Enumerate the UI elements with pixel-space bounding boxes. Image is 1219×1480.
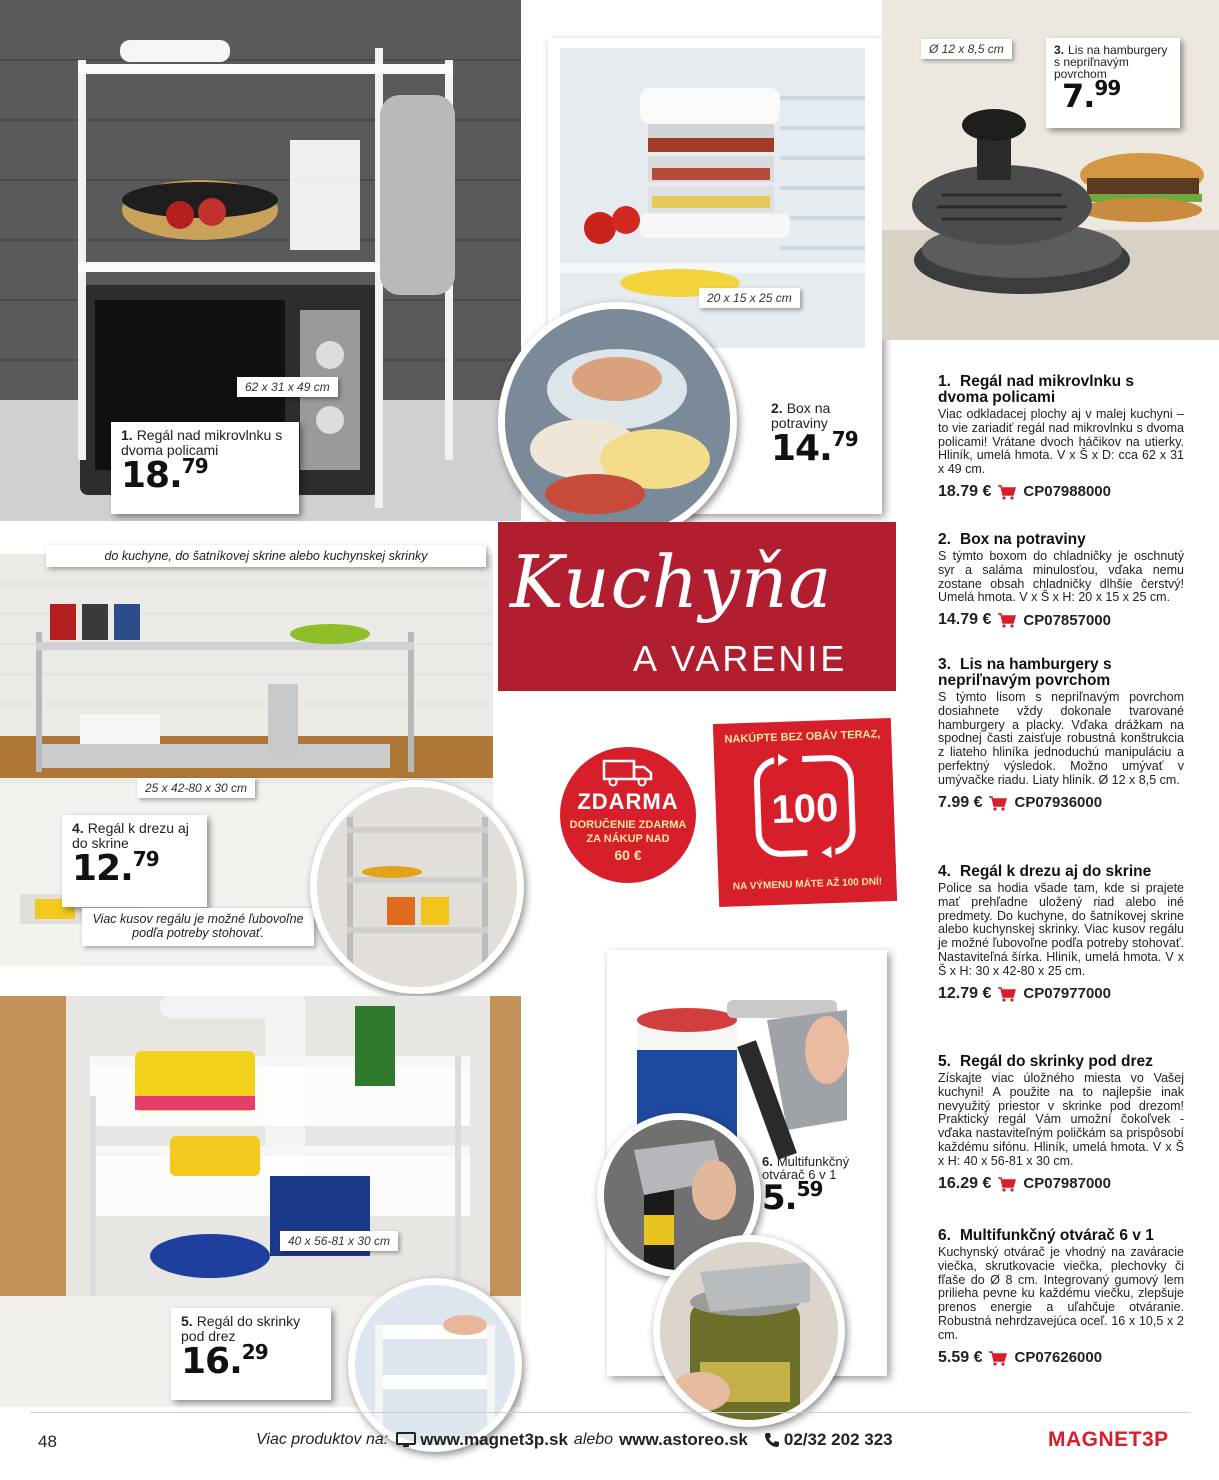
food-box-detail-illustration xyxy=(505,309,730,534)
category-title: Kuchyňa xyxy=(510,540,833,624)
product-desc-4-title: 4. Regál k drezu aj do skrine xyxy=(938,863,1152,880)
price-card-4 xyxy=(62,815,207,907)
price-card-2-title: 2. Box na potraviny xyxy=(771,400,831,431)
price-card-2-price: 14.79 xyxy=(771,427,858,469)
return-badge-number: 100 xyxy=(770,785,840,833)
price-card-3-price: 7.99 xyxy=(1062,76,1121,115)
product-desc-2-title: 2. Box na potraviny xyxy=(938,531,1086,548)
product-desc-2-code: CP07857000 xyxy=(1023,611,1111,629)
food-box-detail-circle xyxy=(498,302,737,541)
p4-stacking-note-text: Viac kusov regálu je možné ľubovoľne podľa potreby stohovať. xyxy=(92,912,304,940)
product-desc-6-title: 6. Multifunkčný otvárač 6 v 1 xyxy=(938,1227,1154,1244)
price-card-5 xyxy=(171,1308,331,1400)
product-desc-1-title: 1. Regál nad mikrovlnku s dvoma policami xyxy=(938,373,1134,406)
price-card-2 xyxy=(771,401,871,467)
product-desc-5-title: 5. Regál do skrinky pod drez xyxy=(938,1053,1153,1070)
product-desc-2-text: S týmto boxom do chladničky je oschnutý syr a saláma minulosťou, vďaka nemu zostane obsah chladničky dlhšie čerstvý! Umelá hmota. V x Š x H: 20 x 15 x 25 cm. xyxy=(938,549,1184,605)
delivery-badge-title: ZDARMA xyxy=(577,789,679,814)
product-desc-4-price: 12.79 € xyxy=(938,984,992,1002)
phone-icon xyxy=(764,1432,780,1448)
cart-icon xyxy=(997,484,1017,500)
return-badge-top: NAKÚPTE BEZ OBÁV TERAZ, xyxy=(724,728,881,746)
footer-or: alebo xyxy=(573,1431,614,1448)
price-card-1-title: 1. Regál nad mikrovlnku s dvoma policami xyxy=(121,427,283,458)
product-desc-5-order xyxy=(938,1175,1184,1193)
price-card-4-title: 4. Regál k drezu aj do skrine xyxy=(72,820,189,851)
p3-dimensions-label: Ø 12 x 8,5 cm xyxy=(921,39,1012,59)
p4-banner-text: do kuchyne, do šatníkovej skrine alebo kuchynskej skrinky xyxy=(104,549,428,563)
product-desc-3-order xyxy=(938,794,1184,812)
price-card-1 xyxy=(111,422,299,514)
price-card-6-price: 5.59 xyxy=(762,1177,823,1218)
product-desc-6-order xyxy=(938,1349,1184,1367)
product-desc-5-text: Získajte viac úložného miesta vo Vašej kuchyni! A použite na to najlepšie inak nevyužitý priestor v skrinke pod drezom! Praktický regál Vám umožní čokoľvek - vďaka nastaviteľným poličkám sa prispôsobí každému sifónu. Hliník, umelá hmota. V x Š x H: 40 x 56-81 x 30 cm. xyxy=(938,1071,1184,1168)
product-desc-5-code: CP07987000 xyxy=(1023,1175,1111,1193)
product-desc-6 xyxy=(938,1228,1184,1367)
footer-rule xyxy=(30,1412,1190,1413)
product-desc-3-price: 7.99 € xyxy=(938,793,983,811)
product-desc-6-text: Kuchynský otvárač je vhodný na zaváracie viečka, skrutkovacie viečka, plechovky či fľaše do Ø 8 cm. Integrovaný gumový lem prilieha pevne ku každému viečku, zlepšuje prenos energie a uľahčuje otváranie. Robustná nehrdzavejúca oceľ. 16 x 10,5 x 2 cm. xyxy=(938,1245,1184,1342)
return-badge-bottom: NA VÝMENU MÁTE AŽ 100 DNÍ! xyxy=(732,876,883,893)
product-desc-1-text: Viac odkladacej plochy aj v malej kuchyni – to vie zariadiť regál nad mikrovlnku s dvoma policami! Vrátane dvoch háčikov na utierky. Hliník, umelá hmota. V x Š x D: cca 62 x 31 x 49 cm. xyxy=(938,407,1184,477)
p4-dimensions-label: 25 x 42-80 x 30 cm xyxy=(137,778,255,798)
price-card-5-price: 16.29 xyxy=(181,1340,268,1382)
cart-icon xyxy=(997,612,1017,628)
monitor-icon xyxy=(396,1432,416,1448)
cart-icon xyxy=(988,1350,1008,1366)
product-desc-1-code: CP07988000 xyxy=(1023,483,1111,501)
opener-jar-illustration xyxy=(660,1242,838,1420)
page-number: 48 xyxy=(38,1432,57,1451)
product-desc-1-order xyxy=(938,483,1184,501)
product-desc-4 xyxy=(938,864,1184,1003)
price-card-3-title: 3. Lis na hamburgery s nepriľnavým povrchom xyxy=(1054,43,1168,81)
product-desc-4-text: Police sa hodia všade tam, kde si prajete mať prehľadne uložený riad alebo iné predmety. Do kuchyne, do šatníkovej skrine alebo kuchynskej skrinky. Viac kusov regálu je možné ľubovoľne podľa potreby stohovať. Nastaviteľná šírka. Hliník, umelá hmota. V x Š x H: 30 x 42-80 x 25 cm. xyxy=(938,881,1184,978)
product-desc-4-order xyxy=(938,985,1184,1003)
sink-shelf-detail-circle xyxy=(310,780,524,994)
delivery-badge-line3: 60 € xyxy=(614,847,642,863)
product-desc-5 xyxy=(938,1054,1184,1193)
cart-icon xyxy=(997,986,1017,1002)
product-desc-2-price: 14.79 € xyxy=(938,611,992,629)
price-card-4-price: 12.79 xyxy=(72,847,159,889)
product-desc-3-text: S týmto lisom s nepriľnavým povrchom dosiahnete vždy dokonale tvarované hamburgery a placky. Vďaka drážkam na spodnej časti zaisťuje robustná konštrukcia z liateho hliníka jednoduchú manipuláciu a perfektný výsledok. Možno umývať v umývačke riadu. Liaty hliník. Ø 12 x 8,5 cm. xyxy=(938,690,1184,787)
delivery-badge-line1: DORUČENIE ZDARMA xyxy=(569,819,687,831)
truck-icon xyxy=(602,757,654,787)
footer-phone: 02/32 202 323 xyxy=(783,1430,893,1449)
product-desc-6-code: CP07626000 xyxy=(1014,1349,1103,1367)
p4-banner xyxy=(46,545,486,567)
product-desc-4-code: CP07977000 xyxy=(1023,985,1111,1003)
cart-icon xyxy=(988,795,1008,811)
product-desc-2 xyxy=(938,532,1184,629)
product-desc-5-price: 16.29 € xyxy=(938,1174,992,1192)
footer-links xyxy=(256,1430,893,1450)
under-sink-detail-circle xyxy=(348,1278,522,1452)
price-card-5-title: 5. Regál do skrinky pod drez xyxy=(181,1313,301,1344)
delivery-badge-line2: ZA NÁKUP NAD xyxy=(586,833,670,845)
product-desc-3-title: 3. Lis na hamburgery s nepriľnavým povrchom xyxy=(938,656,1112,689)
product-desc-3 xyxy=(938,657,1184,812)
cart-icon xyxy=(997,1176,1017,1192)
opener-jar-circle xyxy=(653,1235,845,1427)
price-card-3 xyxy=(1046,38,1180,128)
product-desc-3-code: CP07936000 xyxy=(1014,794,1103,812)
p5-dimensions-label: 40 x 56-81 x 30 cm xyxy=(280,1231,398,1251)
footer-prefix: Viac produktov na: xyxy=(256,1431,389,1448)
delivery-badge xyxy=(560,747,696,883)
price-card-6 xyxy=(762,1154,872,1218)
footer-site1-link[interactable]: www.magnet3p.sk xyxy=(420,1430,568,1449)
footer-site2-link[interactable]: www.astoreo.sk xyxy=(619,1430,748,1449)
price-card-1-price: 18.79 xyxy=(121,454,208,496)
brand-logo: MAGNET3P xyxy=(1048,1428,1169,1451)
product-desc-1 xyxy=(938,374,1184,501)
product-desc-6-price: 5.59 € xyxy=(938,1348,983,1366)
p1-dimensions-label: 62 x 31 x 49 cm xyxy=(237,377,338,397)
return-badge xyxy=(713,718,897,907)
product-desc-1-price: 18.79 € xyxy=(938,482,992,500)
sink-shelf-detail-illustration xyxy=(317,787,517,987)
under-sink-detail-illustration xyxy=(355,1285,515,1445)
product-desc-2-order xyxy=(938,611,1184,629)
p4-stacking-note xyxy=(82,908,314,946)
p2-dimensions-label: 20 x 15 x 25 cm xyxy=(699,288,800,308)
category-subtitle: A VARENIE xyxy=(633,638,848,679)
price-card-6-title: 6. Multifunkčný otvárač 6 v 1 xyxy=(762,1154,850,1182)
